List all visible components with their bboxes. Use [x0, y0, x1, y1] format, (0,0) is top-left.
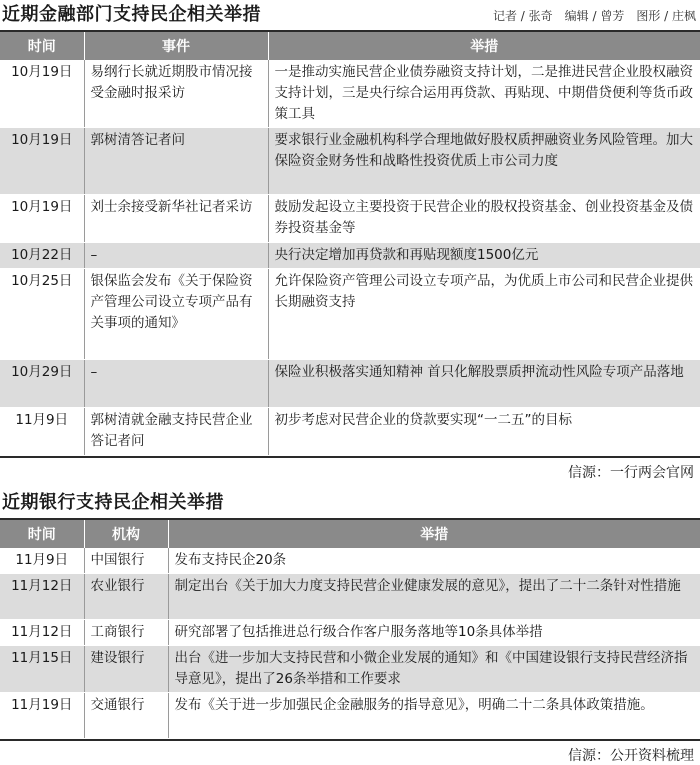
- row-date: 11月9日: [0, 408, 84, 456]
- row-measure: 发布支持民企20条: [168, 548, 700, 574]
- finance-measures-table: [0, 32, 700, 456]
- bank-measures-table: [0, 520, 700, 739]
- row-measure: 发布《关于进一步加强民企金融服务的指导意见》，明确二十二条具体政策措施。: [168, 693, 700, 739]
- bank-section: [0, 488, 700, 765]
- row-event: 郭树清答记者问: [84, 128, 268, 195]
- row-measure: 要求银行业金融机构科学合理地做好股权质押融资业务风险管理。加大保险资金财务性和战略性投资优质上市公司力度: [268, 128, 700, 195]
- row-date: 11月12日: [0, 620, 84, 646]
- row-org: 农业银行: [84, 574, 168, 620]
- row-measure: 初步考虑对民营企业的贷款要实现“一二五”的目标: [268, 408, 700, 456]
- row-measure: 鼓励发起设立主要投资于民营企业的股权投资基金、创业投资基金及债券投资基金等: [268, 195, 700, 243]
- row-date: 11月19日: [0, 693, 84, 739]
- row-event: 易纲行长就近期股市情况接受金融时报采访: [84, 60, 268, 128]
- table-row: [0, 243, 700, 269]
- section-header: [0, 0, 700, 32]
- source-note: 信源：一行两会官网: [0, 456, 700, 482]
- table-row: [0, 548, 700, 574]
- table-row: [0, 195, 700, 243]
- row-date: 11月9日: [0, 548, 84, 574]
- section-title: 近期金融部门支持民企相关举措: [2, 4, 261, 25]
- row-event: –: [84, 243, 268, 269]
- row-date: 10月22日: [0, 243, 84, 269]
- row-event: –: [84, 360, 268, 408]
- table-header-row: [0, 520, 700, 548]
- column-header-org: 机构: [84, 520, 168, 548]
- row-date: 10月19日: [0, 195, 84, 243]
- table-row: [0, 693, 700, 739]
- row-date: 11月15日: [0, 646, 84, 693]
- row-measure: 制定出台《关于加大力度支持民营企业健康发展的意见》，提出了二十二条针对性措施: [168, 574, 700, 620]
- table-row: [0, 128, 700, 195]
- table-row: [0, 646, 700, 693]
- column-header-time: 时间: [0, 520, 84, 548]
- table-row: [0, 360, 700, 408]
- table-row: [0, 620, 700, 646]
- row-measure: 研究部署了包括推进总行级合作客户服务落地等10条具体举措: [168, 620, 700, 646]
- column-header-time: 时间: [0, 32, 84, 60]
- row-date: 11月12日: [0, 574, 84, 620]
- row-measure: 保险业积极落实通知精神 首只化解股票质押流动性风险专项产品落地: [268, 360, 700, 408]
- row-org: 交通银行: [84, 693, 168, 739]
- row-event: 银保监会发布《关于保险资产管理公司设立专项产品有关事项的通知》: [84, 269, 268, 360]
- section-title: 近期银行支持民企相关举措: [2, 492, 224, 513]
- section-header: [0, 488, 700, 520]
- column-header-measure: 举措: [420, 527, 449, 543]
- row-measure: 一是推动实施民营企业债券融资支持计划，二是推进民营企业股权融资支持计划，三是央行综合运用再贷款、再贴现、中期借贷便利等货币政策工具: [268, 60, 700, 128]
- row-org: 中国银行: [84, 548, 168, 574]
- source-note: 信源：公开资料梳理: [0, 739, 700, 765]
- table-row: [0, 574, 700, 620]
- row-measure: 出台《进一步加大支持民营和小微企业发展的通知》和《中国建设银行支持民营经济指导意见》，提出了26条举措和工作要求: [168, 646, 700, 693]
- row-event: 刘士余接受新华社记者采访: [84, 195, 268, 243]
- row-org: 工商银行: [84, 620, 168, 646]
- table-row: [0, 60, 700, 128]
- row-date: 10月19日: [0, 60, 84, 128]
- table-header-row: [0, 32, 700, 60]
- row-date: 10月25日: [0, 269, 84, 360]
- row-measure: 央行决定增加再贷款和再贴现额度1500亿元: [268, 243, 700, 269]
- row-date: 10月19日: [0, 128, 84, 195]
- row-date: 10月29日: [0, 360, 84, 408]
- table-row: [0, 269, 700, 360]
- column-header-measure: 举措: [470, 39, 499, 55]
- row-org: 建设银行: [84, 646, 168, 693]
- column-header-event: 事件: [84, 32, 268, 60]
- table-row: [0, 408, 700, 456]
- row-event: 郭树清就金融支持民营企业答记者问: [84, 408, 268, 456]
- byline: 记者 / 张奇 编辑 / 曾芳 图形 / 庄枫: [492, 9, 696, 23]
- row-measure: 允许保险资产管理公司设立专项产品，为优质上市公司和民营企业提供长期融资支持: [268, 269, 700, 360]
